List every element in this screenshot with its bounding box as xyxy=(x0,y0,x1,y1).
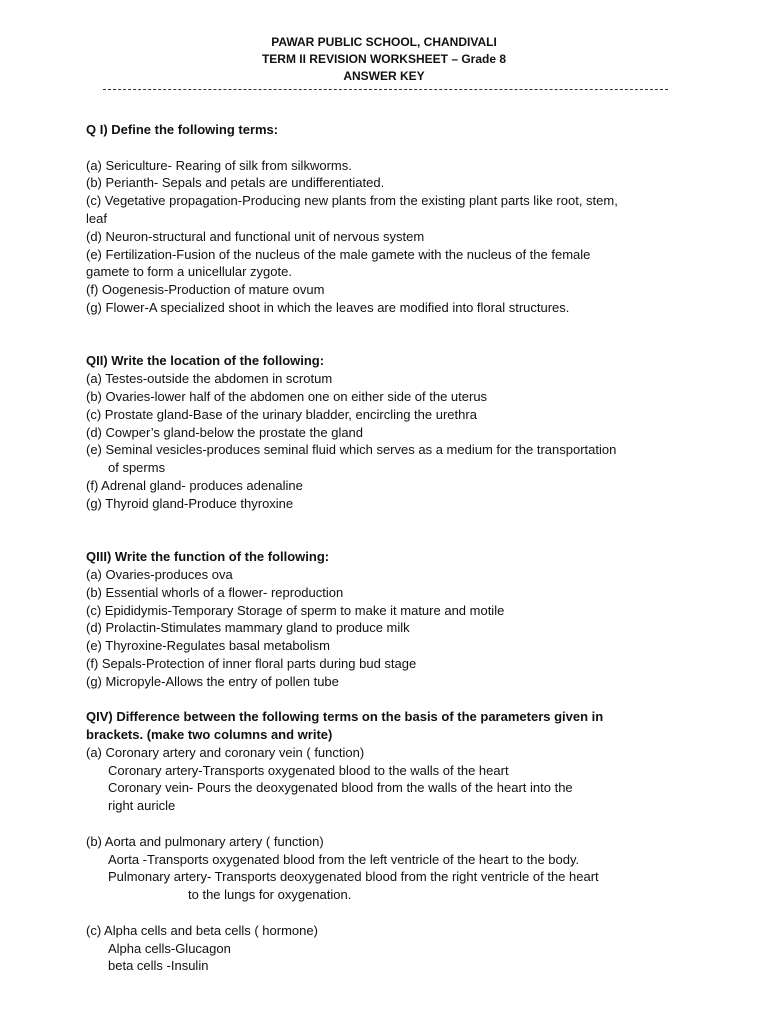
answer-line: Coronary vein- Pours the deoxygenated blood from the walls of the heart into the xyxy=(108,780,573,796)
part-c-heading: (c) Alpha cells and beta cells ( hormone) xyxy=(86,922,318,938)
answer-line: (g) Micropyle-Allows the entry of pollen tube xyxy=(86,673,339,689)
answer-continuation: of sperms xyxy=(108,460,166,476)
question-2 xyxy=(86,352,682,512)
question-4-title-cont: brackets. (make two columns and write) xyxy=(86,727,333,743)
answer-key-label: ANSWER KEY xyxy=(343,69,425,83)
answer-continuation: to the lungs for oxygenation. xyxy=(188,887,352,903)
answer-line: (d) Prolactin-Stimulates mammary gland to produce milk xyxy=(86,620,410,636)
answer-line: (g) Flower-A specialized shoot in which the leaves are modified into floral structures. xyxy=(86,299,570,315)
answer-line: (g) Thyroid gland-Produce thyroxine xyxy=(86,495,294,511)
school-name: PAWAR PUBLIC SCHOOL, CHANDIVALI xyxy=(271,35,497,49)
question-3 xyxy=(86,548,682,690)
question-3-title: QIII) Write the function of the following: xyxy=(86,549,330,565)
answer-line: (a) Testes-outside the abdomen in scrotum xyxy=(86,371,333,387)
answer-line: gamete to form a unicellular zygote. xyxy=(86,264,292,280)
answer-line: (c) Epididymis-Temporary Storage of sperm to make it mature and motile xyxy=(86,602,505,618)
answer-line: beta cells -Insulin xyxy=(108,958,209,974)
answer-line: Coronary artery-Transports oxygenated blood to the walls of the heart xyxy=(108,762,509,778)
answer-line: (d) Cowper’s gland-below the prostate the gland xyxy=(86,424,364,440)
answer-line: (f) Oogenesis-Production of mature ovum xyxy=(86,282,325,298)
answer-line: Alpha cells-Glucagon xyxy=(108,940,231,956)
answer-line: leaf xyxy=(86,210,107,226)
document-header xyxy=(0,34,768,85)
answer-line: (b) Perianth- Sepals and petals are undifferentiated. xyxy=(86,175,385,191)
question-4-title: QIV) Difference between the following terms on the basis of the parameters given in xyxy=(86,709,604,725)
answer-line: (e) Seminal vesicles-produces seminal fluid which serves as a medium for the transportation xyxy=(86,442,617,458)
worksheet-title: TERM II REVISION WORKSHEET – Grade 8 xyxy=(261,52,507,66)
worksheet-content xyxy=(86,121,682,975)
part-b-heading: (b) Aorta and pulmonary artery ( function) xyxy=(86,833,324,849)
answer-line: (c) Prostate gland-Base of the urinary bladder, encircling the urethra xyxy=(86,406,477,422)
answer-line: (e) Thyroxine-Regulates basal metabolism xyxy=(86,638,330,654)
question-1 xyxy=(86,121,682,317)
answer-line: (e) Fertilization-Fusion of the nucleus of the male gamete with the nucleus of the female xyxy=(86,246,591,262)
answer-line: (a) Ovaries-produces ova xyxy=(86,566,233,582)
answer-line: (b) Essential whorls of a flower- reproduction xyxy=(86,584,344,600)
answer-line: (c) Vegetative propagation-Producing new plants from the existing plant parts like root, stem, xyxy=(86,193,618,209)
question-2-title: QII) Write the location of the following: xyxy=(86,353,325,369)
part-a-heading: (a) Coronary artery and coronary vein ( function) xyxy=(86,744,365,760)
answer-continuation: right auricle xyxy=(108,798,176,814)
answer-line: (d) Neuron-structural and functional unit of nervous system xyxy=(86,228,425,244)
answer-line: (a) Sericulture- Rearing of silk from silkworms. xyxy=(86,157,352,173)
question-1-title: Q I) Define the following terms: xyxy=(86,122,279,137)
answer-line: (b) Ovaries-lower half of the abdomen one on either side of the uterus xyxy=(86,388,488,404)
answer-line: (f) Adrenal gland- produces adenaline xyxy=(86,477,303,493)
answer-line: Pulmonary artery- Transports deoxygenated blood from the right ventricle of the heart xyxy=(108,869,599,885)
answer-line: (f) Sepals-Protection of inner floral parts during bud stage xyxy=(86,655,417,671)
answer-line: Aorta -Transports oxygenated blood from the left ventricle of the heart to the body. xyxy=(108,851,580,867)
question-4 xyxy=(86,708,682,975)
header-divider xyxy=(103,89,668,90)
